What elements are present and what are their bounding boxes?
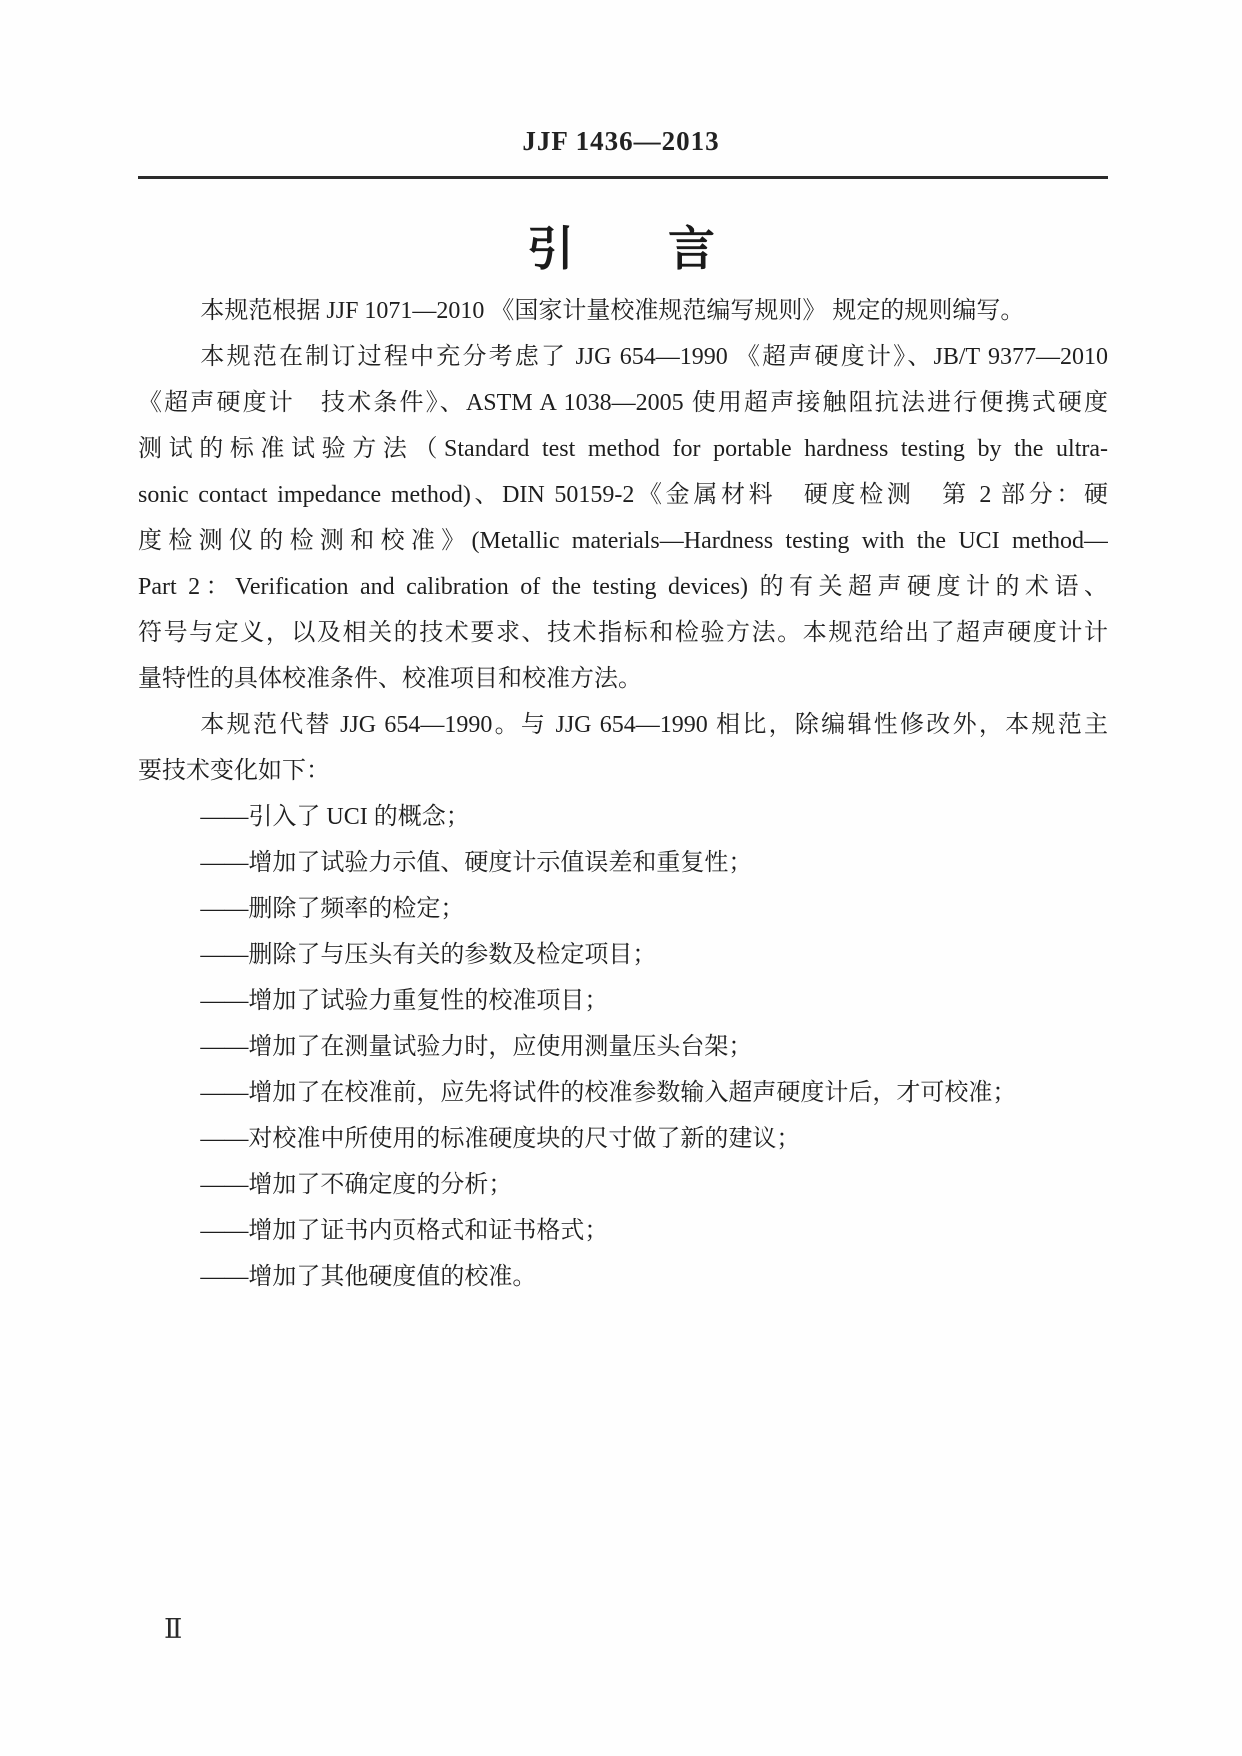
paragraph-line: sonic contact impedance method)、DIN 50159-2《金属材料 硬度检测 第 2 部分：硬: [138, 482, 1108, 508]
change-item: ——增加了在校准前，应先将试件的校准参数输入超声硬度计后，才可校准；: [200, 1080, 1017, 1106]
document-body: [138, 288, 1108, 1300]
paragraph-line: 测试的标准试验方法（Standard test method for portable hardness testing by the ultra-: [138, 436, 1108, 462]
change-item: ——引入了 UCI 的概念；: [200, 804, 470, 830]
paragraph-line: 本规范根据 JJF 1071—2010 《国家计量校准规范编写规则》 规定的规则编写。: [200, 298, 1025, 324]
header-rule: [138, 176, 1108, 179]
change-item: ——增加了其他硬度值的校准。: [200, 1264, 537, 1290]
paragraph-line: 《超声硬度计 技术条件》、ASTM A 1038—2005 使用超声接触阻抗法进行便携式硬度: [138, 390, 1108, 416]
paragraph-2: [138, 334, 1108, 702]
change-item: ——增加了不确定度的分析；: [200, 1172, 513, 1198]
change-item: ——增加了试验力重复性的校准项目；: [200, 988, 609, 1014]
change-item: ——增加了试验力示值、硬度计示值误差和重复性；: [200, 850, 753, 876]
page-title: 引 言: [527, 222, 715, 275]
change-item: ——删除了与压头有关的参数及检定项目；: [200, 942, 657, 968]
running-head-doc-number: JJF 1436—2013: [522, 126, 720, 156]
change-item: ——对校准中所使用的标准硬度块的尺寸做了新的建议；: [200, 1126, 801, 1152]
paragraph-line: 量特性的具体校准条件、校准项目和校准方法。: [138, 666, 642, 692]
changes-list: [138, 794, 1108, 1300]
page-number: Ⅱ: [164, 1614, 183, 1644]
paragraph-line: 要技术变化如下：: [138, 758, 330, 784]
change-item: ——增加了证书内页格式和证书格式；: [200, 1218, 609, 1244]
paragraph-line: 符号与定义，以及相关的技术要求、技术指标和检验方法。本规范给出了超声硬度计计: [138, 620, 1108, 646]
paragraph-line: 度检测仪的检测和校准》(Metallic materials—Hardness testing with the UCI method—: [138, 528, 1108, 554]
paragraph-line: 本规范在制订过程中充分考虑了 JJG 654—1990 《超声硬度计》、JB/T 9377—2010: [200, 344, 1108, 370]
paragraph-line: Part 2：Verification and calibration of the testing devices) 的有关超声硬度计的术语、: [138, 574, 1108, 600]
change-item: ——删除了频率的检定；: [200, 896, 465, 922]
paragraph-line: 本规范代替 JJG 654—1990。与 JJG 654—1990 相比，除编辑性修改外，本规范主: [200, 712, 1108, 738]
paragraph-3: [138, 702, 1108, 794]
change-item: ——增加了在测量试验力时，应使用测量压头台架；: [200, 1034, 753, 1060]
paragraph-1: [138, 288, 1108, 334]
